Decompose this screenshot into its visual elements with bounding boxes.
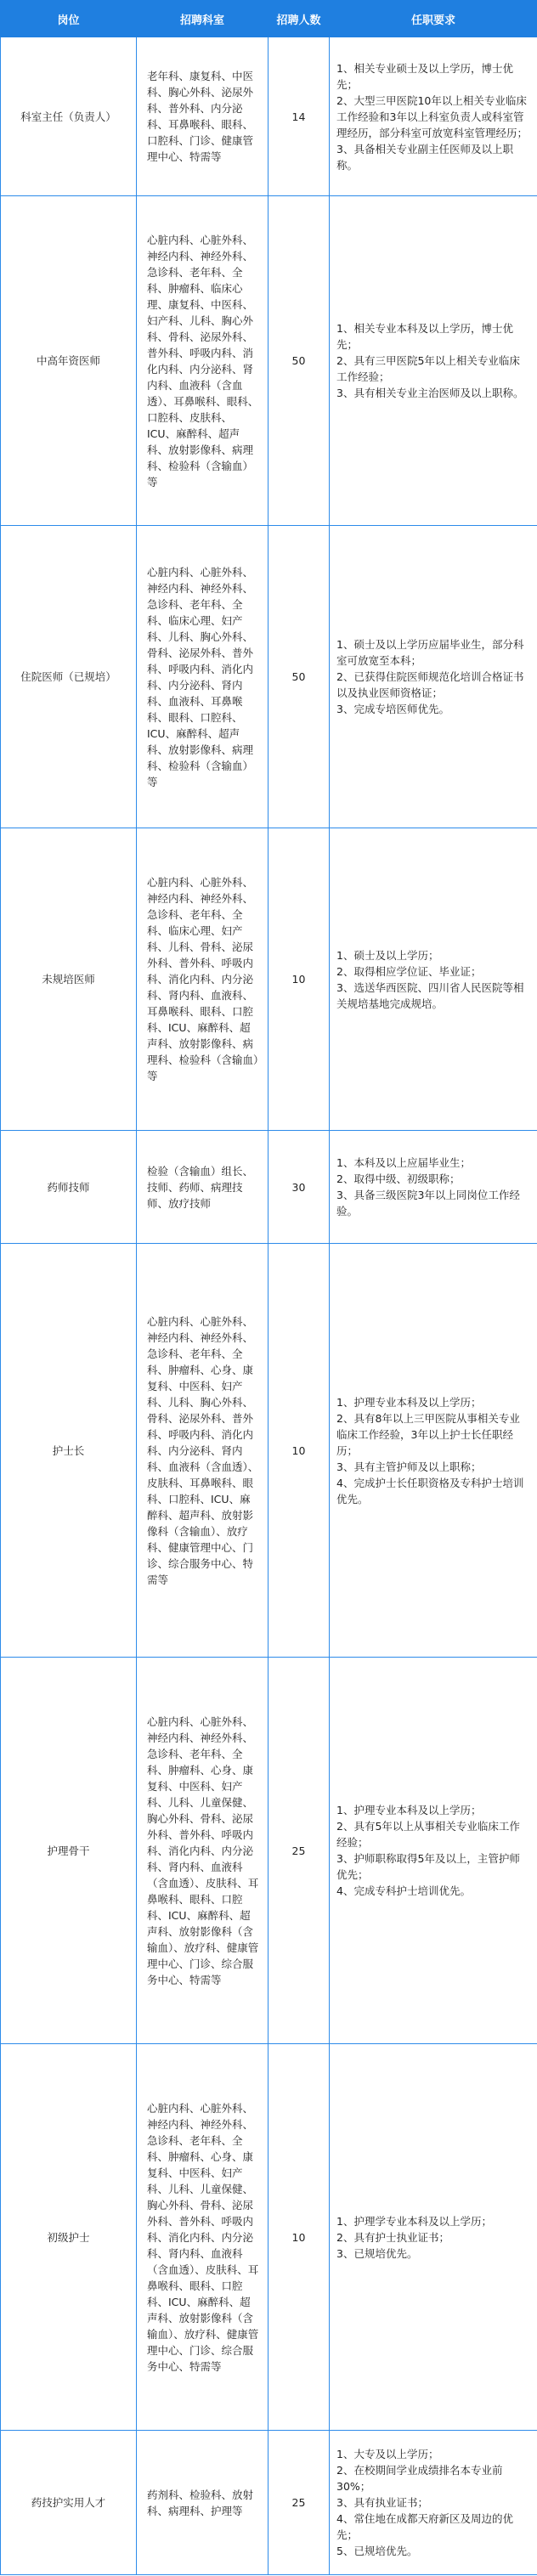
header-row	[1, 1, 537, 37]
header-count: 招聘人数	[268, 1, 330, 37]
position-cell: 住院医师（已规培）	[1, 526, 137, 828]
requirement-item: 3、具备三级医院3年以上同岗位工作经验。	[336, 1189, 520, 1217]
table-row	[1, 1658, 537, 2044]
count-cell: 50	[268, 526, 330, 828]
requirement-item: 2、在校期间学业成绩排名本专业前30%；	[336, 2464, 503, 2493]
position-cell: 中高年资医师	[1, 196, 137, 526]
requirement-item: 4、完成护士长任职资格及专科护士培训优先。	[336, 1476, 524, 1505]
table-body	[1, 37, 537, 2575]
requirement-item: 3、已规培优先。	[336, 2246, 418, 2260]
requirements-cell	[330, 1244, 537, 1658]
department-cell: 心脏内科、心脏外科、神经内科、神经外科、急诊科、老年科、全科、肿瘤科、心身、康复科、中医科、妇产科、儿科、胸心外科、骨科、泌尿外科、普外科、呼吸内科、消化内科、内分泌科、肾内科、血液科（含血透）、皮肤科、耳鼻喉科、眼科、口腔科、ICU、麻醉科、超声科、放射影像科（含输血）、放疗科、健康管理中心、门诊、综合服务中心、特需等	[137, 1244, 268, 1658]
requirement-item: 2、大型三甲医院10年以上相关专业临床工作经验和3年以上科室负责人或科室管理经历，部分科室可放宽科室管理经历；	[336, 93, 529, 139]
position-cell: 科室主任（负责人）	[1, 37, 137, 196]
table-row	[1, 526, 537, 828]
requirement-item: 2、具有护士执业证书；	[336, 2230, 449, 2244]
requirement-item: 1、护理专业本科及以上学历；	[336, 1395, 482, 1409]
table-row	[1, 1131, 537, 1244]
count-cell: 10	[268, 828, 330, 1131]
requirement-item: 1、相关专业本科及以上学历，博士优先；	[336, 322, 513, 351]
department-cell: 检验（含输血）组长、技师、药师、病理技师、放疗技师	[137, 1131, 268, 1244]
requirement-item: 2、取得中级、初级职称；	[336, 1172, 461, 1185]
position-cell: 未规培医师	[1, 828, 137, 1131]
position-cell: 初级护士	[1, 2044, 137, 2431]
header-requirements: 任职要求	[330, 1, 537, 37]
department-cell: 老年科、康复科、中医科、胸心外科、泌尿外科、普外科、内分泌科、耳鼻喉科、眼科、口腔科、门诊、健康管理中心、特需等	[137, 37, 268, 196]
requirement-item: 3、具有主管护师及以上职称；	[336, 1460, 482, 1473]
requirement-item: 1、相关专业硕士及以上学历，博士优先；	[336, 61, 513, 91]
requirement-item: 3、完成专培医师优先。	[336, 703, 449, 715]
count-cell: 25	[268, 1658, 330, 2044]
count-cell: 10	[268, 2044, 330, 2431]
requirements-cell	[330, 1131, 537, 1244]
requirement-item: 3、护师职称取得5年及以上，主管护师优先；	[336, 1852, 520, 1881]
requirement-item: 1、本科及以上应届毕业生；	[336, 1156, 471, 1169]
requirement-item: 3、选送华西医院、四川省人民医院等相关规培基地完成规培。	[336, 980, 524, 1010]
requirement-item: 2、具有8年以上三甲医院从事相关专业临床工作经验，3年以上护士长任职经历；	[336, 1411, 520, 1457]
requirements-cell	[330, 1658, 537, 2044]
department-cell: 心脏内科、心脏外科、神经内科、神经外科、急诊科、老年科、全科、临床心理、妇产科、儿科、胸心外科、骨科、泌尿外科、普外科、呼吸内科、消化内科、内分泌科、肾内科、血液科、耳鼻喉科、眼科、口腔科、ICU、麻醉科、超声科、放射影像科、病理科、检验科（含输血）等	[137, 526, 268, 828]
department-cell: 心脏内科、心脏外科、神经内科、神经外科、急诊科、老年科、全科、临床心理、妇产科、儿科、骨科、泌尿外科、普外科、呼吸内科、消化内科、内分泌科、肾内科、血液科、耳鼻喉科、眼科、口腔科、ICU、麻醉科、超声科、放射影像科、病理科、检验科（含输血）等	[137, 828, 268, 1131]
position-cell: 护士长	[1, 1244, 137, 1658]
department-cell: 心脏内科、心脏外科、神经内科、神经外科、急诊科、老年科、全科、肿瘤科、心身、康复科、中医科、妇产科、儿科、儿童保健、胸心外科、骨科、泌尿外科、普外科、呼吸内科、消化内科、内分泌科、肾内科、血液科（含血透）、皮肤科、耳鼻喉科、眼科、口腔科、ICU、麻醉科、超声科、放射影像科（含输血）、放疗科、健康管理中心、门诊、综合服务中心、特需等	[137, 1658, 268, 2044]
requirement-item: 2、已获得住院医师规范化培训合格证书以及执业医师资格证；	[336, 670, 524, 699]
table-header	[1, 1, 537, 37]
count-cell: 10	[268, 1244, 330, 1658]
department-cell: 心脏内科、心脏外科、神经内科、神经外科、急诊科、老年科、全科、肿瘤科、临床心理、康复科、中医科、妇产科、儿科、胸心外科、骨科、泌尿外科、普外科、呼吸内科、消化内科、内分泌科、肾内科、血液科（含血透）、耳鼻喉科、眼科、口腔科、皮肤科、ICU、麻醉科、超声科、放射影像科、病理科、检验科（含输血）等	[137, 196, 268, 526]
position-cell: 药师技师	[1, 1131, 137, 1244]
requirement-item: 1、硕士及以上学历；	[336, 948, 439, 962]
requirement-item: 3、具有相关专业主治医师及以上职称。	[336, 387, 524, 399]
requirement-item: 4、完成专科护士培训优先。	[336, 1884, 471, 1897]
requirements-cell	[330, 2044, 537, 2431]
header-department: 招聘科室	[137, 1, 268, 37]
count-cell: 14	[268, 37, 330, 196]
count-cell: 30	[268, 1131, 330, 1244]
requirement-item: 2、具有5年以上从事相关专业临床工作经验；	[336, 1820, 520, 1849]
requirement-item: 1、护理学专业本科及以上学历；	[336, 2214, 492, 2228]
requirements-cell	[330, 37, 537, 196]
count-cell: 50	[268, 196, 330, 526]
table-row	[1, 2044, 537, 2431]
table-row	[1, 2431, 537, 2575]
requirements-cell	[330, 828, 537, 1131]
requirement-item: 5、已规培优先。	[336, 2545, 418, 2557]
count-cell: 25	[268, 2431, 330, 2575]
table-row	[1, 828, 537, 1131]
requirements-cell	[330, 196, 537, 526]
department-cell: 药剂科、检验科、放射科、病理科、护理等	[137, 2431, 268, 2575]
requirement-item: 1、硕士及以上学历应届毕业生，部分科室可放宽至本科；	[336, 638, 524, 667]
requirement-item: 2、具有三甲医院5年以上相关专业临床工作经验；	[336, 354, 520, 383]
department-cell: 心脏内科、心脏外科、神经内科、神经外科、急诊科、老年科、全科、肿瘤科、心身、康复科、中医科、妇产科、儿科、儿童保健、胸心外科、骨科、泌尿外科、普外科、呼吸内科、消化内科、内分泌科、肾内科、血液科（含血透）、皮肤科、耳鼻喉科、眼科、口腔科、ICU、麻醉科、超声科、放射影像科（含输血）、放疗科、健康管理中心、门诊、综合服务中心、特需等	[137, 2044, 268, 2431]
requirement-item: 1、护理专业本科及以上学历；	[336, 1804, 482, 1816]
requirement-item: 2、取得相应学位证、毕业证；	[336, 964, 482, 978]
table-row	[1, 196, 537, 526]
position-cell: 护理骨干	[1, 1658, 137, 2044]
requirements-cell	[330, 2431, 537, 2575]
table-row	[1, 37, 537, 196]
position-cell: 药技护实用人才	[1, 2431, 137, 2575]
table-row	[1, 1244, 537, 1658]
header-position: 岗位	[1, 1, 137, 37]
requirement-item: 1、大专及以上学历；	[336, 2448, 439, 2460]
requirements-cell	[330, 526, 537, 828]
requirement-item: 3、具备相关专业副主任医师及以上职称。	[336, 142, 513, 172]
requirement-item: 3、具有执业证书；	[336, 2496, 428, 2509]
requirement-item: 4、常住地在成都天府新区及周边的优先；	[336, 2512, 513, 2541]
